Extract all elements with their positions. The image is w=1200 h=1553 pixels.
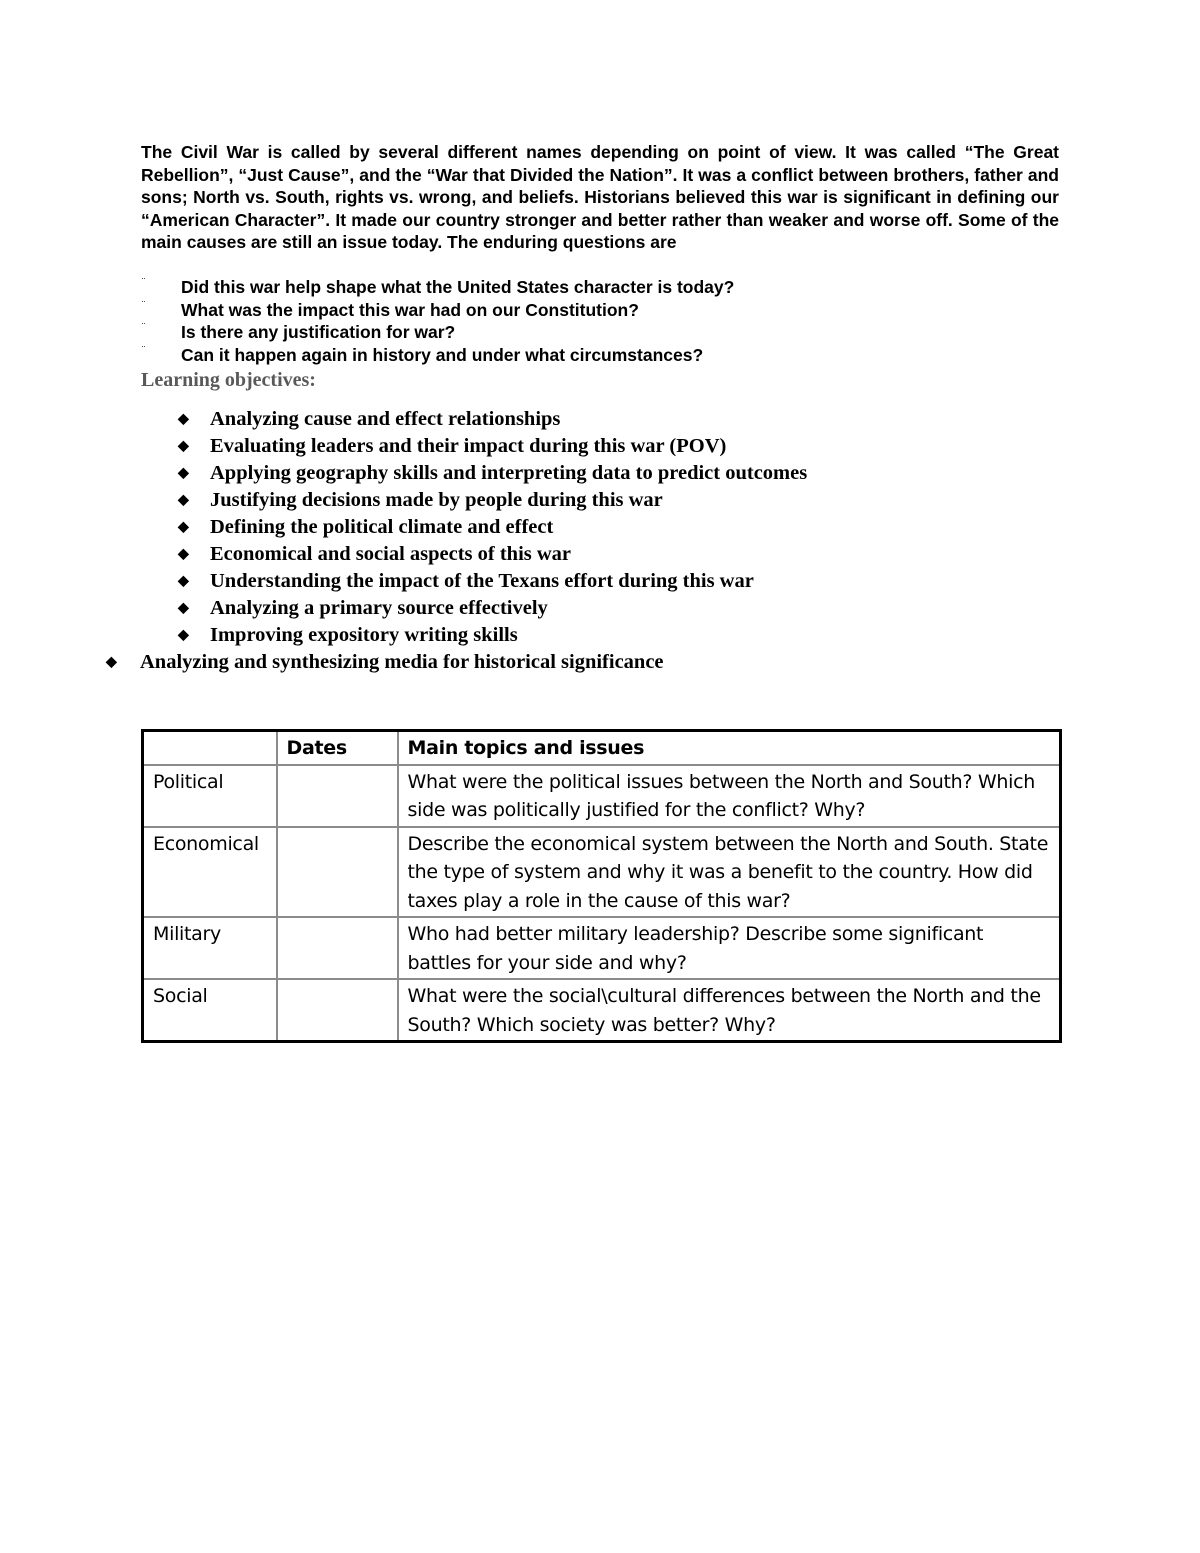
table-header-cell: Main topics and issues (398, 731, 1061, 765)
objective-text: Improving expository writing skills (210, 624, 518, 646)
objective-item (0, 595, 1200, 622)
diamond-bullet-icon: ◆ (178, 547, 189, 562)
diamond-bullet-icon: ◆ (178, 574, 189, 589)
category-cell: Economical (143, 827, 277, 918)
diamond-bullet-icon: ◆ (178, 520, 189, 535)
topics-cell: Who had better military leadership? Describe some significant battles for your side and why? (398, 917, 1061, 979)
objective-item (0, 541, 1200, 568)
category-cell: Military (143, 917, 277, 979)
objective-text: Evaluating leaders and their impact during this war (POV) (210, 435, 727, 457)
question-bullet-icon: ¨ (142, 277, 146, 288)
objective-text: Analyzing a primary source effectively (210, 597, 548, 619)
question-text: Is there any justification for war? (181, 322, 456, 343)
objective-item (0, 487, 1200, 514)
dates-cell (277, 917, 398, 979)
diamond-bullet-icon: ◆ (178, 412, 189, 427)
category-cell: Social (143, 979, 277, 1042)
topics-cell: What were the social\cultural differences between the North and the South? Which society was better? Why? (398, 979, 1061, 1042)
question-item (141, 276, 1059, 299)
question-bullet-icon: ¨ (142, 299, 146, 311)
diamond-bullet-icon: ◆ (178, 628, 189, 643)
topics-cell: What were the political issues between the North and South? Which side was politically justified for the conflict? Why? (398, 765, 1061, 827)
table-row (143, 827, 1061, 918)
objective-text: Justifying decisions made by people during this war (210, 489, 663, 511)
dates-cell (277, 827, 398, 918)
objective-item (0, 649, 1200, 676)
objective-item (0, 433, 1200, 460)
objective-item (0, 568, 1200, 595)
question-item (141, 321, 1059, 344)
question-bullet-icon: ¨ (142, 322, 146, 334)
diamond-bullet-icon: ◆ (178, 601, 189, 616)
diamond-bullet-icon: ◆ (178, 493, 189, 508)
diamond-bullet-icon: ◆ (178, 466, 189, 481)
topics-table (141, 729, 1062, 1043)
objective-text: Understanding the impact of the Texans effort during this war (210, 570, 754, 592)
question-item (141, 299, 1059, 322)
question-item (141, 344, 1059, 367)
topics-cell: Describe the economical system between the North and South. State the type of system and why it was a benefit to the country. How did taxes play a role in the cause of this war? (398, 827, 1061, 918)
question-text: Did this war help shape what the United States character is today? (181, 277, 735, 297)
question-text: Can it happen again in history and under what circumstances? (181, 344, 704, 365)
table-row (143, 917, 1061, 979)
table-row (143, 765, 1061, 827)
objective-text: Applying geography skills and interpreting data to predict outcomes (210, 462, 808, 484)
objective-item (0, 514, 1200, 541)
table-header-cell: Dates (277, 731, 398, 765)
objective-text: Economical and social aspects of this war (210, 543, 572, 565)
objective-text: Analyzing and synthesizing media for historical significance (140, 651, 664, 673)
learning-objectives-list (0, 406, 1200, 676)
enduring-questions-list (141, 276, 1059, 366)
objective-item (0, 622, 1200, 649)
objective-text: Defining the political climate and effect (210, 516, 554, 538)
intro-paragraph: The Civil War is called by several different names depending on point of view. It was called “The Great Rebellion”, “Just Cause”, and the “War that Divided the Nation”. It was a conflict between brothers, father and sons; North vs. South, rights vs. wrong, and beliefs. Historians believed this war is significant in defining our “American Character”. It made our country stronger and better rather than weaker and worse off. Some of the main causes are still an issue today. The enduring questions are (141, 142, 1059, 253)
learning-objectives-heading: Learning objectives: (141, 369, 316, 391)
question-text: What was the impact this war had on our Constitution? (181, 299, 639, 320)
objective-item (0, 406, 1200, 433)
table-header-row (143, 731, 1061, 765)
category-cell: Political (143, 765, 277, 827)
table-row (143, 979, 1061, 1042)
objective-text: Analyzing cause and effect relationships (210, 408, 561, 430)
diamond-bullet-icon: ◆ (106, 655, 117, 670)
question-bullet-icon: ¨ (142, 344, 146, 356)
table-header-cell (143, 731, 277, 765)
diamond-bullet-icon: ◆ (178, 439, 189, 454)
dates-cell (277, 765, 398, 827)
objective-item (0, 460, 1200, 487)
dates-cell (277, 979, 398, 1042)
